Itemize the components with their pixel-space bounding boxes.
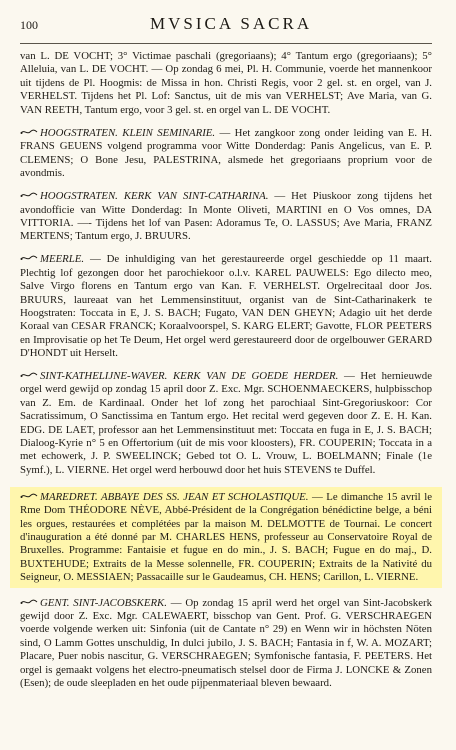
page-number: 100 — [20, 18, 38, 32]
section-meerle — [20, 253, 432, 360]
scroll-flourish-icon — [20, 599, 38, 605]
section-heading: HOOGSTRATEN. KLEIN SEMINARIE. — [40, 127, 216, 140]
section-heading: MAREDRET. ABBAYE DES SS. JEAN ET SCHOLASTIQUE. — [40, 490, 309, 503]
section-text: — De inhuldiging van het gerestaureerde orgel geschiedde op 11 maart. Plechtig lof gezongen door het parochiekoor o.l.v. KAREL PAUWELS: Ego dilecto meo, Salve Virgo florens en Tantum ergo van Kan. F. VERHELST. Orgelrecitaal door Jos. BRUURS, laureaat van het Lemmensinstituut, organist van de Sint-Catharinakerk te Hoogstraten: Toccata in E, J. S. BACH; Fugato, VAN DEN GHEYN; Adagio uit het derde Koraal van CESAR FRANCK; Koraalvoorspel, S. KARG ELERT; Gavotte, FLOR PEETERS en Improvisatie op het Te Deum, Het orgel werd gerestaureerd door de orgelbouwer GERARD D'HONDT uit Herselt. — [20, 253, 432, 360]
running-title: MVSICA SACRA — [150, 14, 313, 33]
section-heading: GENT. SINT-JACOBSKERK. — [40, 596, 167, 609]
section-hoogstraten-seminarie — [20, 127, 432, 181]
section-hoogstraten-catharina — [20, 190, 432, 244]
section-text: — Het hernieuwde orgel werd gewijd op zondag 15 april door Z. Exc. Mgr. SCHOENMAECKERS, hulpbisschop van Z. Em. de Kardinaal. Onder het lof zong het parochiaal Sint-Gregoriuskoor: Cor Sacratissimum, O Sanctissima en Tantum ergo. Het recital werd gegeven door Z. E. H. Kan. EDG. DE LAET, professor aan het Lemmensinstituut met: Toccata en fuga in E, J. S. BACH; Dialoog-Kyrie n° 5 en Offertorium (uit de mis voor kloosters), FR. COUPERIN; Toccata in a met echowerk, J. P. SWEELINCK; Gebed tot O. L. Vrouw, L. BOELMANN; Finale (1e Symf.), L. VIERNE. Het orgel werd herbouwd door het huis STEVENS te Duffel. — [20, 370, 432, 476]
section-maredret — [20, 491, 432, 585]
section-heading: SINT-KATHELIJNE-WAVER. KERK VAN DE GOEDE HERDER. — [40, 370, 339, 383]
page-body — [20, 50, 432, 700]
scroll-flourish-icon — [20, 255, 38, 261]
scroll-flourish-icon — [20, 493, 38, 499]
section-text: — Le dimanche 15 avril le Rme Dom THÉODORE NÈVE, Abbé-Président de la Congrégation bénédictine belge, a béni les orgues, restaurées et complétées par la maison M. DELMOTTE de Tournai. Le concert d'inauguration a été donné par M. CHARLES HENS, professeur au Conservatoire Royal de Bruxelles. Programme: Fantaisie et fugue en do min., J. S. BACH; Fugue en do maj., D. BUXTEHUDE; Extraits de la Messe solennelle, FR. COUPERIN; Extraits de la Nativité du Seigneur, O. MESSIAEN; Passacaille sur le Gaudeamus, CH. HENS; Carillon, L. VIERNE. — [20, 490, 432, 584]
page-header — [20, 14, 432, 36]
highlighted-section — [10, 487, 442, 588]
scroll-flourish-icon — [20, 372, 38, 378]
scroll-flourish-icon — [20, 129, 38, 135]
scroll-flourish-icon — [20, 192, 38, 198]
section-text: — Het Piuskoor zong tijdens het avondofficie van Witte Donderdag: In Monte Oliveti, MARTINI en O Vos omnes, DA VITTORIA. —- Tijdens het lof van Pasen: Adoramus Te, O. LASSUS; Ave Maria, FRANZ MERTENS; Tantum ergo, J. BRUURS. — [20, 190, 433, 243]
section-continuation — [20, 50, 432, 117]
section-heading: HOOGSTRATEN. KERK VAN SINT-CATHARINA. — [40, 190, 269, 203]
section-text: van L. DE VOCHT; 3° Victimae paschali (gregoriaans); 4° Tantum ergo (gregoriaans); 5° Alleluia, van L. DE VOCHT. — Op zondag 6 mei, Pl. H. Communie, voerde het mannenkoor uit tijdens de Pl. Hoogmis: de Missa in hon. Christi Regis, voor 2 gel. st. en orgel, van J. VERHELST. Tijdens het Pl. Lof: Sanctus, uit de mis van VERHELST; Ave Maria, van G. VAN REETH, Tantum ergo, voor 3 gel. st. en orgel van L. DE VOCHT. — [20, 50, 432, 116]
section-heading: MEERLE. — [40, 253, 85, 266]
section-gent — [20, 597, 432, 691]
section-text: — Op zondag 15 april werd het orgel van Sint-Jacobskerk gewijd door Z. Exc. Mgr. CALEWAERT, bisschop van Gent. Prof. G. VERSCHRAEGEN voerde volgende werken uit: Sinfonia (uit de Cantate n° 29) en Wenn wir in höchsten Nöten sind, O Lamm Gottes unschuldig, In dulci jubilo, J. S. BACH; Fantasia in f, W. A. MOZART; Placare, Puer nobis nascitur, G. VERSCHRAEGEN; Symfonische fantasia, F. PEETERS. Het orgel is gemaakt volgens het electro-pneumatisch stelsel door de Firma J. LONCKE & Zonen (Esen); de oude sleepladen en het oude pijpenmateriaal bleven bewaard. — [20, 596, 432, 690]
header-rule — [20, 43, 432, 44]
section-sint-kathelijne-waver — [20, 370, 432, 477]
section-text: — Het zangkoor zong onder leiding van E. H. FRANS GEUENS volgend programma voor Witte Donderdag: Panis Angelicus, van E. P. CLEMENS; O Bone Jesu, PALESTRINA, alsmede het gregoriaans proprium voor de avondmis. — [20, 127, 432, 180]
